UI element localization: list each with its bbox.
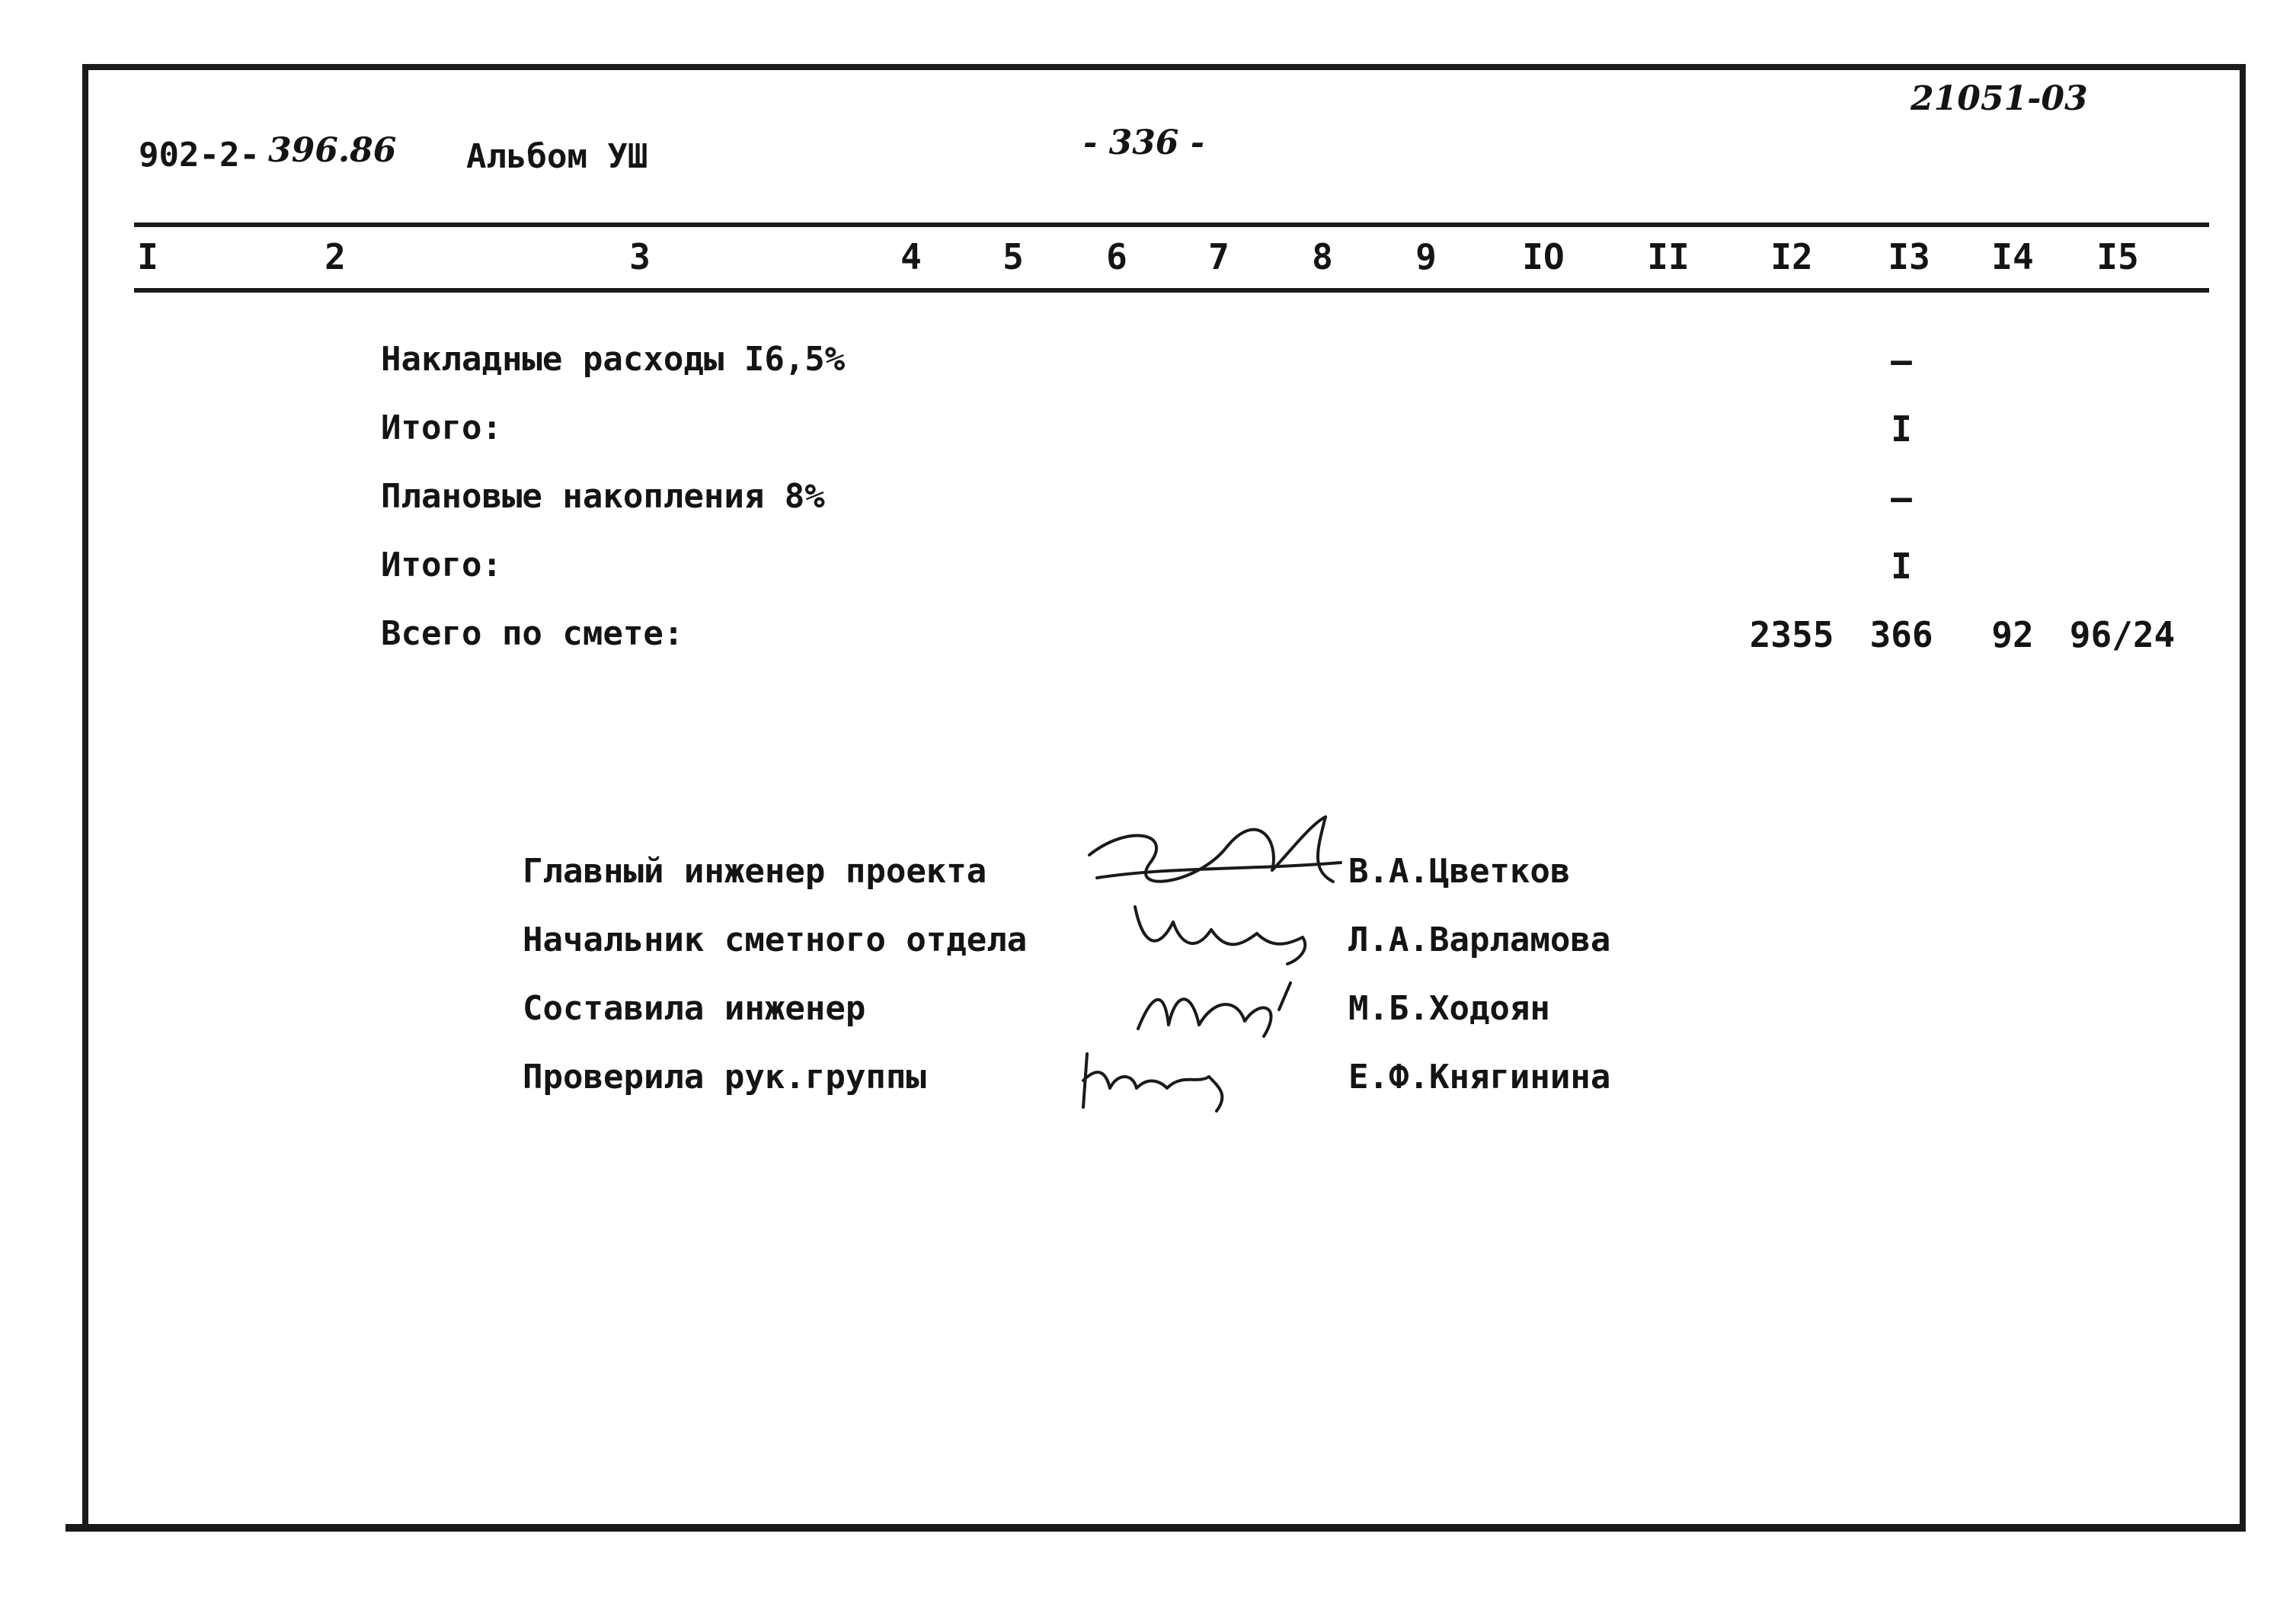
column-number-15: I5: [2096, 236, 2139, 277]
column-number-6: 6: [1106, 236, 1127, 277]
signature-name-compiled-by: М.Б.Ходоян: [1348, 989, 1550, 1028]
line-label-overhead: Накладные расходы I6,5%: [381, 340, 846, 379]
column-number-13: I3: [1888, 236, 1930, 277]
line-label-grand-total: Всего по смете:: [381, 614, 684, 653]
signature-role-estimate-head: Начальник сметного отдела: [523, 920, 1028, 959]
column-number-14: I4: [1991, 236, 2034, 277]
signature-name-chief-engineer: В.А.Цветков: [1348, 852, 1571, 891]
handwritten-signature-1: [1082, 809, 1356, 901]
line-label-subtotal-2: Итого:: [381, 546, 502, 584]
header-rule-bottom: [134, 288, 2209, 293]
column-number-1: I: [137, 236, 158, 277]
handwritten-signature-4: [1076, 1042, 1274, 1119]
column-number-3: 3: [629, 236, 651, 277]
signature-name-estimate-head: Л.А.Варламова: [1348, 920, 1611, 959]
handwritten-signature-2: [1127, 892, 1325, 968]
frame-right-border: [2240, 64, 2246, 1531]
frame-left-border: [82, 64, 88, 1531]
column-number-7: 7: [1208, 236, 1230, 277]
handwritten-signature-3: [1130, 975, 1313, 1044]
column-number-4: 4: [900, 236, 922, 277]
signature-name-checked-by: Е.Ф.Княгинина: [1348, 1058, 1611, 1097]
column-number-10: IO: [1522, 236, 1565, 277]
line-grand-total-col15: 96/24: [2069, 614, 2176, 655]
line-overhead-col13: –: [1891, 340, 1912, 381]
line-subtotal-1-col13: I: [1891, 408, 1912, 450]
page-number: - 336 -: [1083, 123, 1205, 162]
signature-role-compiled-by: Составила инженер: [523, 989, 866, 1028]
document-number: 21051-03: [1911, 79, 2088, 118]
line-label-subtotal-1: Итого:: [381, 408, 502, 447]
signature-role-checked-by: Проверила рук.группы: [523, 1058, 926, 1097]
column-number-8: 8: [1312, 236, 1333, 277]
signature-role-chief-engineer: Главный инженер проекта: [523, 852, 987, 891]
frame-bottom-border: [66, 1524, 2246, 1532]
line-label-planned-savings: Плановые накопления 8%: [381, 477, 825, 516]
column-number-2: 2: [325, 236, 346, 277]
column-number-5: 5: [1003, 236, 1024, 277]
line-grand-total-col13: 366: [1869, 614, 1933, 655]
frame-top-border: [82, 64, 2246, 70]
column-number-11: II: [1647, 236, 1690, 277]
column-number-9: 9: [1415, 236, 1437, 277]
line-grand-total-col14: 92: [1991, 614, 2034, 655]
line-planned-savings-col13: –: [1891, 477, 1912, 518]
column-number-12: I2: [1770, 236, 1813, 277]
series-handwritten: 396.86: [268, 131, 397, 170]
line-subtotal-2-col13: I: [1891, 546, 1912, 587]
line-grand-total-col12: 2355: [1749, 614, 1834, 655]
album-label: Альбом УШ: [466, 137, 648, 176]
series-prefix: 902-2-: [139, 136, 260, 174]
header-rule-top: [134, 223, 2209, 227]
